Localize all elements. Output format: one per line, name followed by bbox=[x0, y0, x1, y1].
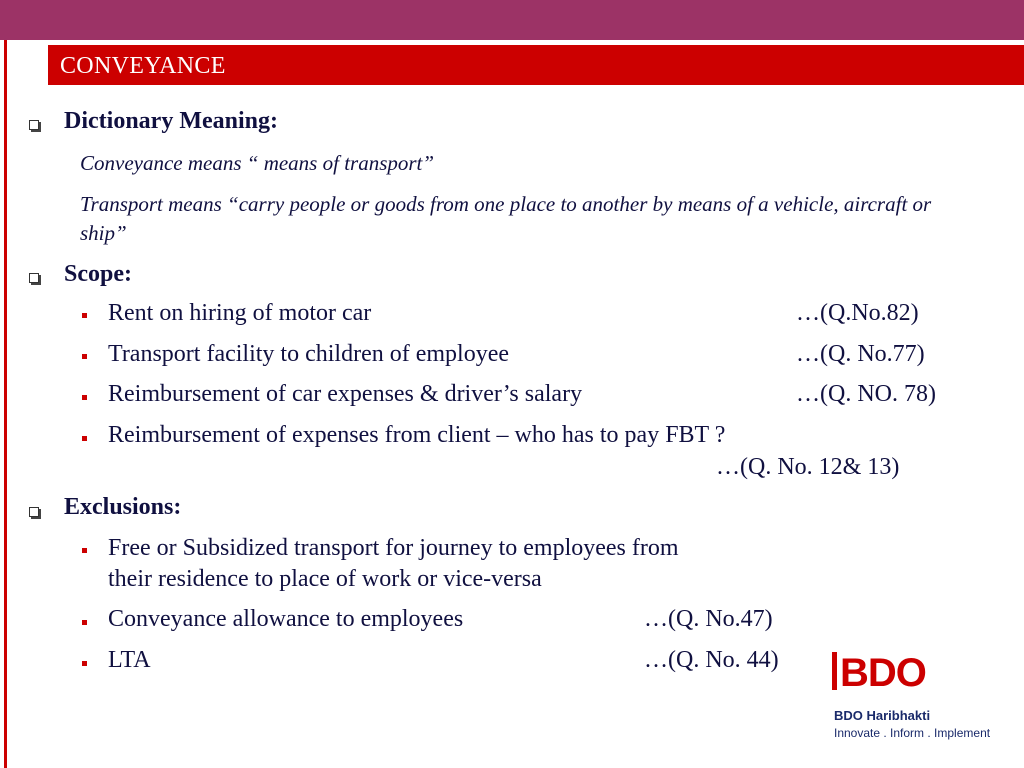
scope-heading: Scope: bbox=[64, 261, 132, 287]
red-bullet-icon bbox=[82, 313, 87, 318]
scope-item-ref: …(Q.No.82) bbox=[796, 300, 919, 326]
red-bullet-icon bbox=[82, 548, 87, 553]
exclusion-item-text: Free or Subsidized transport for journey to employees from bbox=[108, 535, 679, 561]
dictionary-line-2b: ship” bbox=[80, 221, 127, 245]
scope-item-ref: …(Q. No. 12& 13) bbox=[716, 454, 900, 480]
dictionary-line-2a: Transport means “carry people or goods from one place to another by means of a vehicle, aircraft or bbox=[80, 192, 932, 216]
square-bullet-icon bbox=[29, 120, 39, 130]
exclusions-heading: Exclusions: bbox=[64, 494, 182, 520]
scope-item-ref: …(Q. NO. 78) bbox=[796, 381, 936, 407]
exclusion-item-text: LTA bbox=[108, 647, 151, 673]
scope-item-text: Reimbursement of expenses from client – who has to pay FBT ? bbox=[108, 422, 726, 448]
scope-item-text: Rent on hiring of motor car bbox=[108, 300, 372, 326]
svg-text:BDO: BDO bbox=[840, 651, 926, 694]
red-bullet-icon bbox=[82, 436, 87, 441]
dictionary-heading: Dictionary Meaning: bbox=[64, 108, 278, 134]
exclusion-item-ref: …(Q. No. 44) bbox=[644, 647, 779, 673]
red-bullet-icon bbox=[82, 661, 87, 666]
scope-item-text: Transport facility to children of employee bbox=[108, 341, 510, 367]
exclusion-item-text-cont: their residence to place of work or vice-versa bbox=[108, 566, 542, 592]
square-bullet-icon bbox=[29, 507, 39, 517]
scope-item-ref: …(Q. No.77) bbox=[796, 341, 925, 367]
brand-name: BDO Haribhakti bbox=[834, 708, 931, 723]
square-bullet-icon bbox=[29, 273, 39, 283]
brand-tagline: Innovate . Inform . Implement bbox=[834, 726, 991, 740]
red-bullet-icon bbox=[82, 395, 87, 400]
red-bullet-icon bbox=[82, 354, 87, 359]
exclusion-item-ref: …(Q. No.47) bbox=[644, 606, 773, 632]
dictionary-line-1: Conveyance means “ means of transport” bbox=[80, 151, 435, 175]
scope-item-text: Reimbursement of car expenses & driver’s salary bbox=[108, 381, 583, 407]
red-bullet-icon bbox=[82, 620, 87, 625]
slide-title: CONVEYANCE bbox=[60, 53, 226, 79]
bdo-logo-icon bbox=[832, 648, 942, 694]
exclusion-item-text: Conveyance allowance to employees bbox=[108, 606, 464, 632]
